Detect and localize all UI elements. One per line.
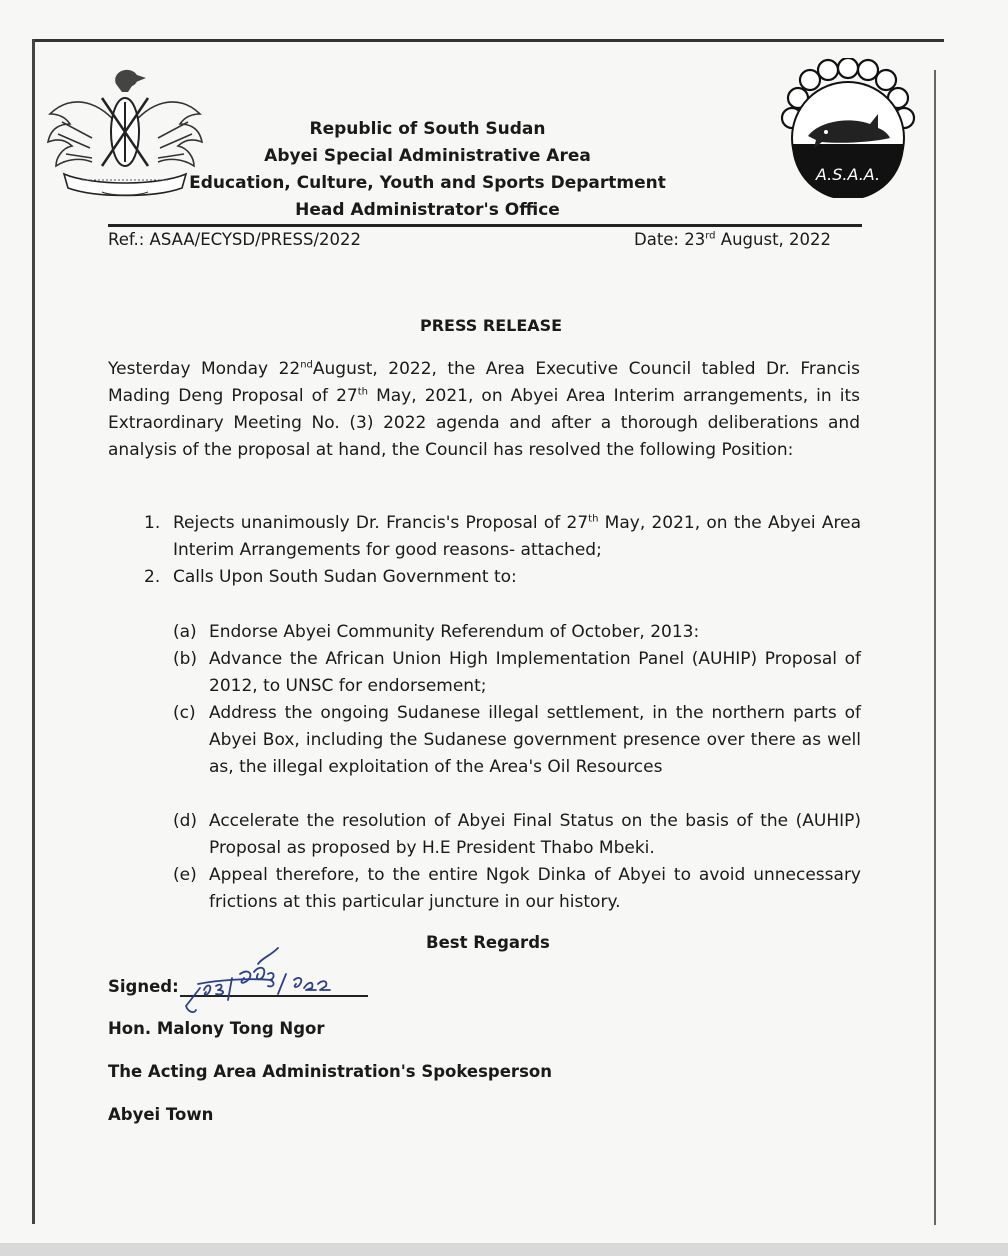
signatory-role: The Acting Area Administration's Spokesperson [108, 1062, 552, 1081]
list-item-number: 1. [144, 513, 161, 533]
subitem-text: Endorse Abyei Community Referendum of October, 2013: [209, 622, 700, 642]
list-item-number: 2. [144, 567, 161, 587]
header-country: Republic of South Sudan [309, 119, 546, 139]
header-rule [108, 224, 862, 227]
list-item: Rejects unanimously Dr. Francis's Proposal of 27th May, 2021, on the Abyei Area Interim Arrangements for good reasons- attached; [173, 513, 861, 560]
list-item: Calls Upon South Sudan Government to: [173, 567, 517, 587]
subitem-label: (c) [173, 703, 196, 723]
intro-paragraph: Yesterday Monday 22ndAugust, 2022, the Area Executive Council tabled Dr. Francis Mading Deng Proposal of 27th May, 2021, on Abyei Area Interim arrangements, in its Extraordinary Meeting No. (3) 2022 agenda and after a thorough deliberations and analysis of the proposal at hand, the Council has resolved the following Position: [108, 359, 860, 460]
subitem-text: Address the ongoing Sudanese illegal settlement, in the northern parts of Abyei Box, including the Sudanese government presence over there as well as, the illegal exploitation of the Area's Oil Resources [209, 703, 861, 777]
document-date: Date: 23rd August, 2022 [634, 230, 832, 249]
reference-number: Ref.: ASAA/ECYSD/PRESS/2022 [108, 230, 362, 249]
page-border-top [32, 39, 944, 42]
subitem-label: (d) [173, 811, 198, 831]
header-area: Abyei Special Administrative Area [264, 146, 591, 166]
subitem-label: (e) [173, 865, 197, 885]
document-title: PRESS RELEASE [420, 316, 563, 335]
scan-bottom-edge [0, 1243, 1008, 1256]
signed-label: Signed: [108, 977, 179, 996]
signatory-location: Abyei Town [108, 1105, 214, 1124]
subitem-text: Appeal therefore, to the entire Ngok Dinka of Abyei to avoid unnecessary frictions at this particular juncture in our history. [209, 865, 861, 912]
subitem-text: Advance the African Union High Implementation Panel (AUHIP) Proposal of 2012, to UNSC for endorsement; [209, 649, 861, 696]
header-office: Head Administrator's Office [295, 200, 560, 220]
asaa-logo-text: A.S.A.A. [815, 165, 881, 184]
subitem-label: (b) [173, 649, 198, 669]
header-department: Education, Culture, Youth and Sports Department [189, 173, 666, 193]
subitem-text: Accelerate the resolution of Abyei Final Status on the basis of the (AUHIP) Proposal as proposed by H.E President Thabo Mbeki. [209, 811, 861, 858]
page-border-right [934, 70, 936, 1225]
signatory-name: Hon. Malony Tong Ngor [108, 1019, 325, 1038]
subitem-label: (a) [173, 622, 197, 642]
closing-regards: Best Regards [426, 933, 550, 952]
handwritten-signature [178, 944, 348, 1016]
